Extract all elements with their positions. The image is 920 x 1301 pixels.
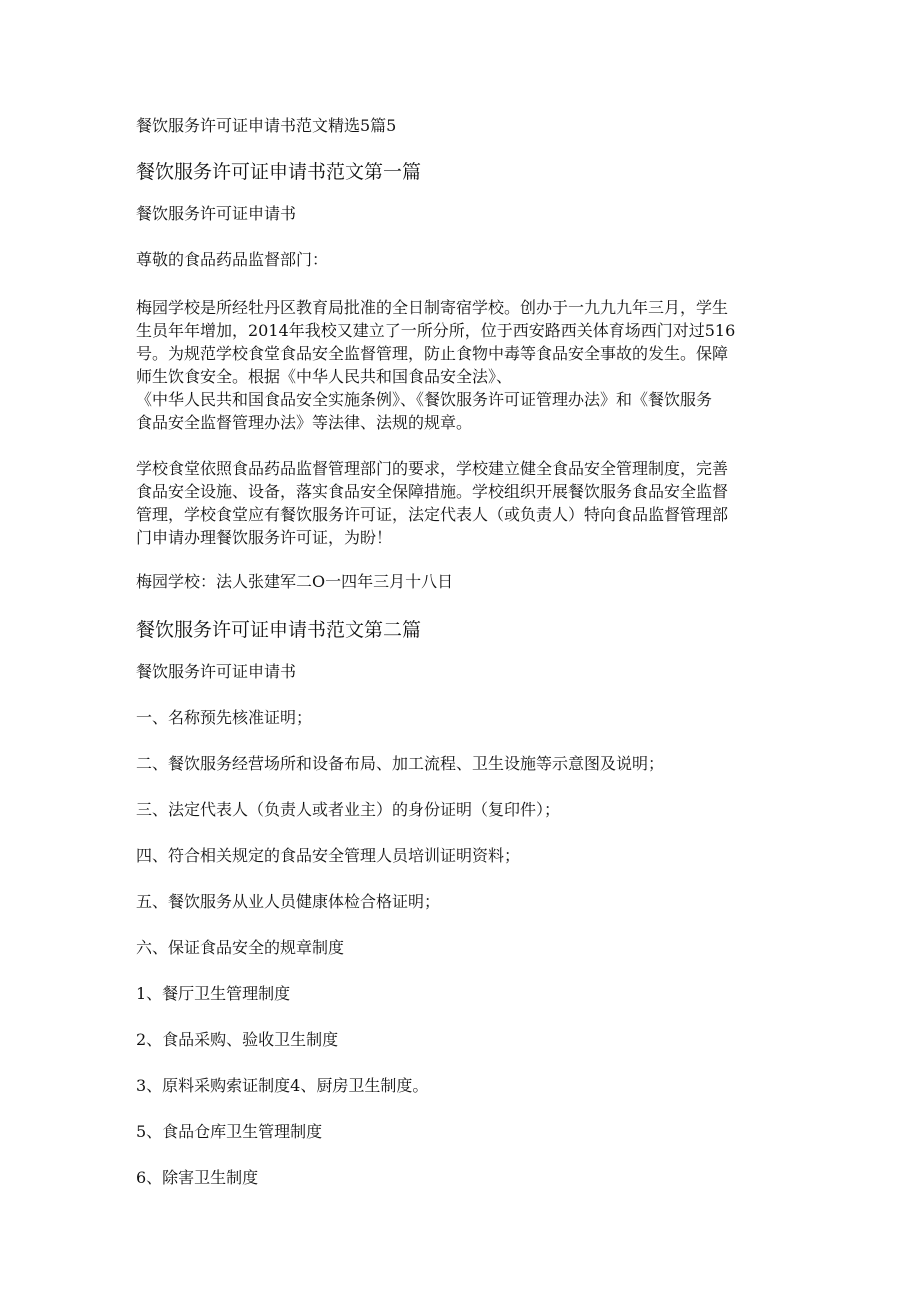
list-item: 1、餐厅卫生管理制度 xyxy=(136,984,291,1003)
list-item: 六、保证食品安全的规章制度 xyxy=(136,938,345,957)
document-title: 餐饮服务许可证申请书范文精选5篇5 xyxy=(136,116,397,135)
body-paragraph-1: 梅园学校是所经牡丹区教育局批准的全日制寄宿学校。创办于一九九九年三月，学生 生员年年增加，2014年我校又建立了一所分所，位于西安路西关体育场西门对过516 号。为规范学校食堂食品安全监督管理，防止食物中毒等食品安全事故的发生。保障 师生饮食安全。根据《中华人民共和国食品安全法》、 《中华人民共和国食品安全实施条例》、《餐饮服务许可证管理办法》和《餐饮服务 食品安全监督管理办法》等法律、法规的规章。 xyxy=(136,298,736,432)
list-item: 五、餐饮服务从业人员健康体检合格证明； xyxy=(136,892,441,911)
section-heading-1: 餐饮服务许可证申请书范文第一篇 xyxy=(136,161,422,183)
list-item: 四、符合相关规定的食品安全管理人员培训证明资料； xyxy=(136,846,521,865)
signature-line: 梅园学校：法人张建军二O一四年三月十八日 xyxy=(136,572,454,591)
list-item: 一、名称预先核准证明； xyxy=(136,708,313,727)
body-paragraph-2: 学校食堂依照食品药品监督管理部门的要求，学校建立健全食品安全管理制度，完善 食品安全设施、设备，落实食品安全保障措施。学校组织开展餐饮服务食品安全监督 管理，学校食堂应有餐饮服务许可证，法定代表人（或负责人）特向食品监督管理部 门申请办理餐饮服务许可证，为盼！ xyxy=(136,459,729,547)
section-subtitle-1: 餐饮服务许可证申请书 xyxy=(136,204,297,223)
section-heading-2: 餐饮服务许可证申请书范文第二篇 xyxy=(136,619,422,641)
list-item: 6、除害卫生制度 xyxy=(136,1168,259,1187)
list-item: 3、原料采购索证制度4、厨房卫生制度。 xyxy=(136,1076,429,1095)
document-body xyxy=(136,116,776,1214)
salutation: 尊敬的食品药品监督部门： xyxy=(136,250,329,269)
list-item: 三、法定代表人（负责人或者业主）的身份证明（复印件）； xyxy=(136,800,561,819)
list-item: 2、食品采购、验收卫生制度 xyxy=(136,1030,339,1049)
list-item: 二、餐饮服务经营场所和设备布局、加工流程、卫生设施等示意图及说明； xyxy=(136,754,665,773)
list-item: 5、食品仓库卫生管理制度 xyxy=(136,1122,323,1141)
section-subtitle-2: 餐饮服务许可证申请书 xyxy=(136,662,297,681)
